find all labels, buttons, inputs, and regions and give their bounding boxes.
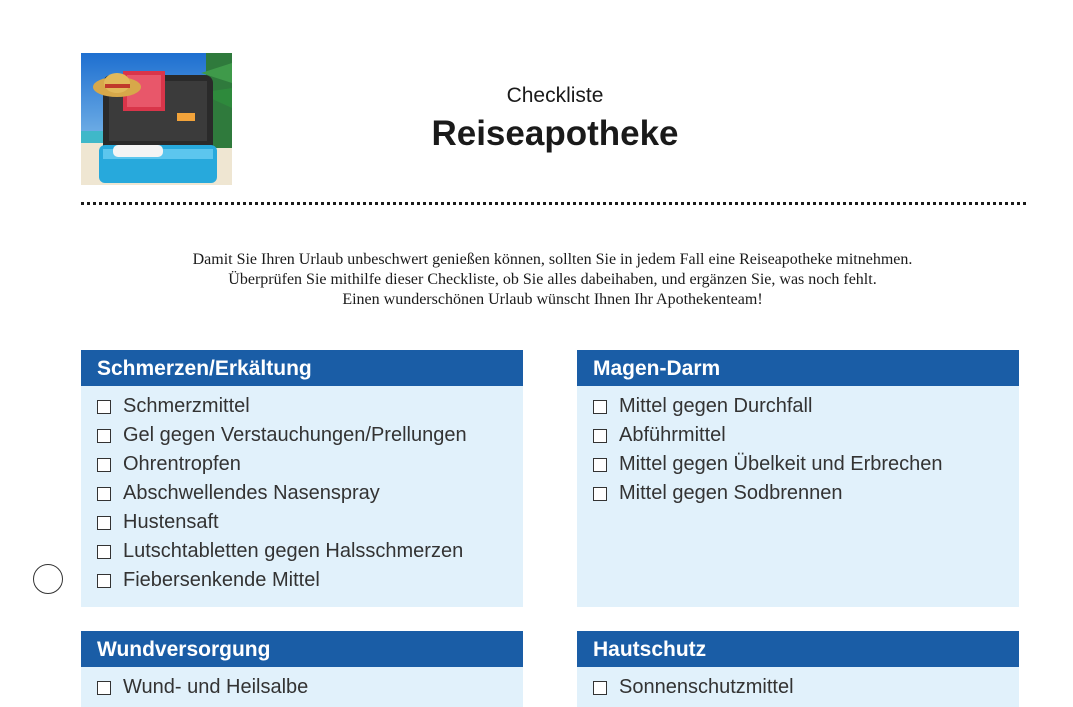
checkbox[interactable]	[593, 681, 607, 695]
checkbox[interactable]	[593, 458, 607, 472]
section-title: Wundversorgung	[81, 631, 523, 667]
checklist-item[interactable]	[81, 392, 523, 421]
item-label: Mittel gegen Übelkeit und Erbrechen	[619, 453, 943, 475]
checkbox[interactable]	[97, 458, 111, 472]
checkbox[interactable]	[97, 487, 111, 501]
checklist-item[interactable]	[81, 537, 523, 566]
checklist-item[interactable]	[577, 450, 1019, 479]
item-label: Abführmittel	[619, 424, 726, 446]
item-label: Schmerzmittel	[123, 395, 250, 417]
item-label: Lutschtabletten gegen Halsschmerzen	[123, 540, 464, 562]
checkbox[interactable]	[97, 574, 111, 588]
item-label: Mittel gegen Sodbrennen	[619, 482, 843, 504]
checklist-item[interactable]	[577, 673, 1019, 702]
checklist-item[interactable]	[81, 479, 523, 508]
checkbox[interactable]	[97, 516, 111, 530]
section-title: Schmerzen/Erkältung	[81, 350, 523, 386]
dotted-divider	[81, 202, 1026, 205]
suitcase-beach-image	[81, 53, 232, 185]
item-label: Fiebersenkende Mittel	[123, 569, 320, 591]
intro-line: Überprüfen Sie mithilfe dieser Checkliste, ob Sie alles dabeihaben, und ergänzen Sie, was noch fehlt.	[228, 271, 877, 288]
checklist	[81, 386, 523, 607]
circle-marker-icon	[33, 564, 63, 594]
checklist-item[interactable]	[577, 479, 1019, 508]
checklist-item[interactable]	[577, 421, 1019, 450]
intro-text	[80, 250, 1025, 310]
checkbox[interactable]	[97, 400, 111, 414]
document-subtitle: Checkliste	[506, 84, 604, 107]
checklist	[577, 386, 1019, 607]
checklist-item[interactable]	[81, 673, 523, 702]
checklist	[577, 667, 1019, 707]
section-schmerzen-erkaeltung	[81, 350, 523, 607]
item-label: Wund- und Heilsalbe	[123, 676, 309, 698]
item-label: Sonnenschutzmittel	[619, 676, 794, 698]
section-title: Hautschutz	[577, 631, 1019, 667]
section-magen-darm	[577, 350, 1019, 607]
item-label: Hustensaft	[123, 511, 219, 533]
checkbox[interactable]	[593, 487, 607, 501]
checkbox[interactable]	[593, 400, 607, 414]
checklist-item[interactable]	[81, 566, 523, 595]
checkbox[interactable]	[97, 545, 111, 559]
section-wundversorgung	[81, 631, 523, 707]
checkbox[interactable]	[97, 429, 111, 443]
checklist-item[interactable]	[81, 450, 523, 479]
section-hautschutz	[577, 631, 1019, 707]
item-label: Gel gegen Verstauchungen/Prellungen	[123, 424, 467, 446]
checkbox[interactable]	[97, 681, 111, 695]
checklist-item[interactable]	[81, 421, 523, 450]
item-label: Ohrentropfen	[123, 453, 241, 475]
intro-line: Einen wunderschönen Urlaub wünscht Ihnen Ihr Apothekenteam!	[342, 291, 763, 308]
checklist-item[interactable]	[81, 508, 523, 537]
checkbox[interactable]	[593, 429, 607, 443]
intro-line: Damit Sie Ihren Urlaub unbeschwert genießen können, sollten Sie in jedem Fall eine Reiseapotheke mitnehmen.	[192, 251, 913, 268]
item-label: Mittel gegen Durchfall	[619, 395, 813, 417]
checklist	[81, 667, 523, 707]
item-label: Abschwellendes Nasenspray	[123, 482, 380, 504]
section-title: Magen-Darm	[577, 350, 1019, 386]
document-title: Reiseapotheke	[431, 114, 679, 153]
checklist-item[interactable]	[577, 392, 1019, 421]
